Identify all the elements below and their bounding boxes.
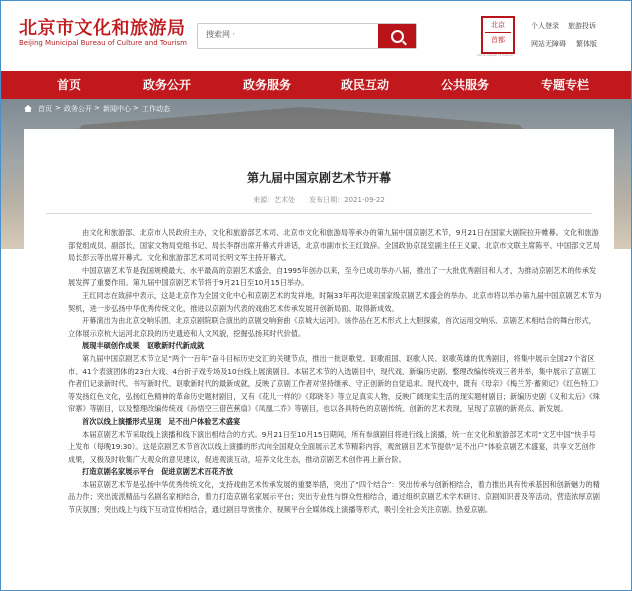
title-divider <box>46 213 592 214</box>
article-paragraph: 王红同志在致辞中表示，这是北京作为全国文化中心和京剧艺术的发祥地，时隔33年再次迎来国家级京剧艺术盛会的举办。北京市将以举办第九届中国京剧艺术节为契机，进一步弘扬中华优秀传统文化，推进以京剧为代表的戏曲艺术传承发展开创新局面、取得新成效。 <box>68 290 602 313</box>
personal-login-link[interactable]: 个人登录 <box>531 22 559 30</box>
article-card <box>24 129 614 591</box>
nav-interaction[interactable]: 政民互动 <box>341 78 390 92</box>
travel-complaint-link[interactable]: 旅游投诉 <box>568 22 596 30</box>
site-title[interactable]: 北京市文化和旅游局 <box>19 18 186 39</box>
article-title: 第九届中国京剧艺术节开幕 <box>246 171 391 185</box>
section-heading: 首次以线上演播形式呈现 足不出户体验艺术盛宴 <box>82 416 241 426</box>
nav-government-services[interactable]: 政务服务 <box>243 78 292 92</box>
article-paragraph: 由文化和旅游部、北京市人民政府主办，文化和旅游部艺术司、北京市文化和旅游局等承办的第九届中国京剧艺术节，9月21日在国家大剧院拉开帷幕。文化和旅游部党组成员、副部长，国家文物局党组书记、局长李群出席开幕式并讲话，北京市副市长王红致辞。全国政协京昆室副主任王义蒙、北京市文联主席陈平、中国部文艺局局长彭云等出席开幕式。文化和旅游部艺术司司长明文军主持开幕式。 <box>68 228 600 263</box>
nav-government-affairs[interactable]: 政务公开 <box>143 78 192 92</box>
article-paragraph: 本届京剧艺术节是弘扬中华优秀传统文化，支持戏曲艺术传承发展的重要举措，突出了“四个结合”：突出传承与创新相结合，着力推出具有传承基因和创新魅力的精品力作；突出流派精品与名剧名家相结合，着力打造京剧名家展示平台；突出专业性与群众性相结合，通过组织京剧艺术学术研讨、京剧知识普及等活动，营造浓厚京剧节庆氛围；突出线上与线下互动宣传相结合，通过剧目导赏推介、视频平台全媒体线上演播等形式，吸引全社会关注京剧、热爱京剧。 <box>68 479 600 515</box>
article-paragraph: 第九届中国京剧艺术节立足“两个一百年”奋斗目标历史交汇的关键节点，推出一批讴歌党、讴歌祖国、讴歌人民、讴歌英雄的优秀剧目，将集中展示全国27个省区市、41个表演团体的23台大戏、4台折子戏专场及10台线上展演剧目。本届艺术节的入选剧目中，现代戏、新编历史剧、整理改编传统戏三者并举，集中展示了京剧工作者们记录新时代、书写新时代、讴歌新时代的最新成就，反映了京剧工作者对坚持继承、守正创新的自觉追求。现代戏中，既有《母亲》《梅兰芳·蓄须记》《红色特工》等发扬红色文化，弘扬红色精神的革命历史题材剧目，又有《花儿一样的》《郑晓冬》等立足真实人物，反映广阔现实生活的现实题材剧目；新编历史剧《义和太后》《珠帘寨》等剧目，以及整理改编传统戏《孙悟空三借芭蕉扇》《凤凰二乔》等剧目，也以各具特色的京剧传统、创新的艺术表现，呈现了京剧的新亮点、新发展。 <box>68 353 600 414</box>
traditional-chinese-link[interactable]: 繁体版 <box>576 40 597 48</box>
nav-home[interactable]: 首页 <box>57 78 82 92</box>
breadcrumb-news-center[interactable]: 新闻中心 <box>103 105 131 113</box>
breadcrumb-home[interactable]: 首页 <box>38 105 52 113</box>
section-heading: 打造京剧名家展示平台 促进京剧艺术百花齐放 <box>82 467 233 477</box>
emblem-char-2: 首都 <box>485 34 511 47</box>
site-header <box>1 1 631 71</box>
culture-capital-emblem <box>481 16 515 54</box>
nav-special-topics[interactable]: 专题专栏 <box>541 78 590 92</box>
search-button[interactable] <box>378 24 416 48</box>
nav-public-services[interactable]: 公共服务 <box>441 78 490 92</box>
main-nav <box>1 71 631 99</box>
article-paragraph: 开幕演出为由北京交响乐团、北京京剧院联合演出的京剧交响套曲《京城大运河》。该作品在艺术形式上大胆探索，首次运用交响乐、京剧艺术相结合的舞台形式，立体展示京杭大运河北京段的历史遗迹和人文风貌，挖掘弘扬其时代价值。 <box>68 316 596 338</box>
breadcrumb-government-affairs[interactable]: 政务公开 <box>64 105 92 113</box>
breadcrumb-work-news[interactable]: 工作动态 <box>142 105 170 113</box>
emblem-char-1: 北京 <box>485 19 511 33</box>
article-body <box>68 227 602 517</box>
search-input[interactable]: 搜索网 · <box>206 30 236 39</box>
section-heading: 展现丰硕创作成果 讴歌新时代新成就 <box>82 341 205 351</box>
article-meta: 来源：艺术处 发布日期：2021-09-22 <box>253 196 385 204</box>
accessibility-link[interactable]: 网站无障碍 <box>531 40 566 48</box>
breadcrumb: 首页 > 政务公开 > 新闻中心 > 工作动态 <box>24 102 584 118</box>
home-icon <box>24 105 32 112</box>
article-paragraph: 本届京剧艺术节采取线上演播和线下演出相结合的方式。9月21日至10月15日期间，所有参演剧目将进行线上演播，统一在文化和旅游部艺术司“文艺中国”快手号上发布（每晚19:30）。这是京剧艺术节首次以线上演播的形式向全国观众全面展示艺术节精彩内容，观赏剧目艺术节提供“足不出户”体验京剧艺术盛宴，共享文艺创作成果，又极及时收集广大观众的意见建议，促进观演互动，培养文化生态，推动京剧艺术创作再上新台阶。 <box>68 429 596 464</box>
search-box <box>197 23 417 49</box>
article-paragraph: 中国京剧艺术节是我国规模最大、水平最高的京剧艺术盛会，自1995年创办以来，至今已成功举办八届，推出了一大批优秀剧目和人才，为推动京剧艺术的传承发展发挥了重要作用。第九届中国京剧艺术节将于9月21日至10月15日举办。 <box>68 265 597 288</box>
emblem-caption: China Capital of Culture <box>477 53 513 57</box>
search-icon <box>391 30 404 43</box>
site-subtitle: Beijing Municipal Bureau of Culture and Tourism <box>19 39 187 47</box>
